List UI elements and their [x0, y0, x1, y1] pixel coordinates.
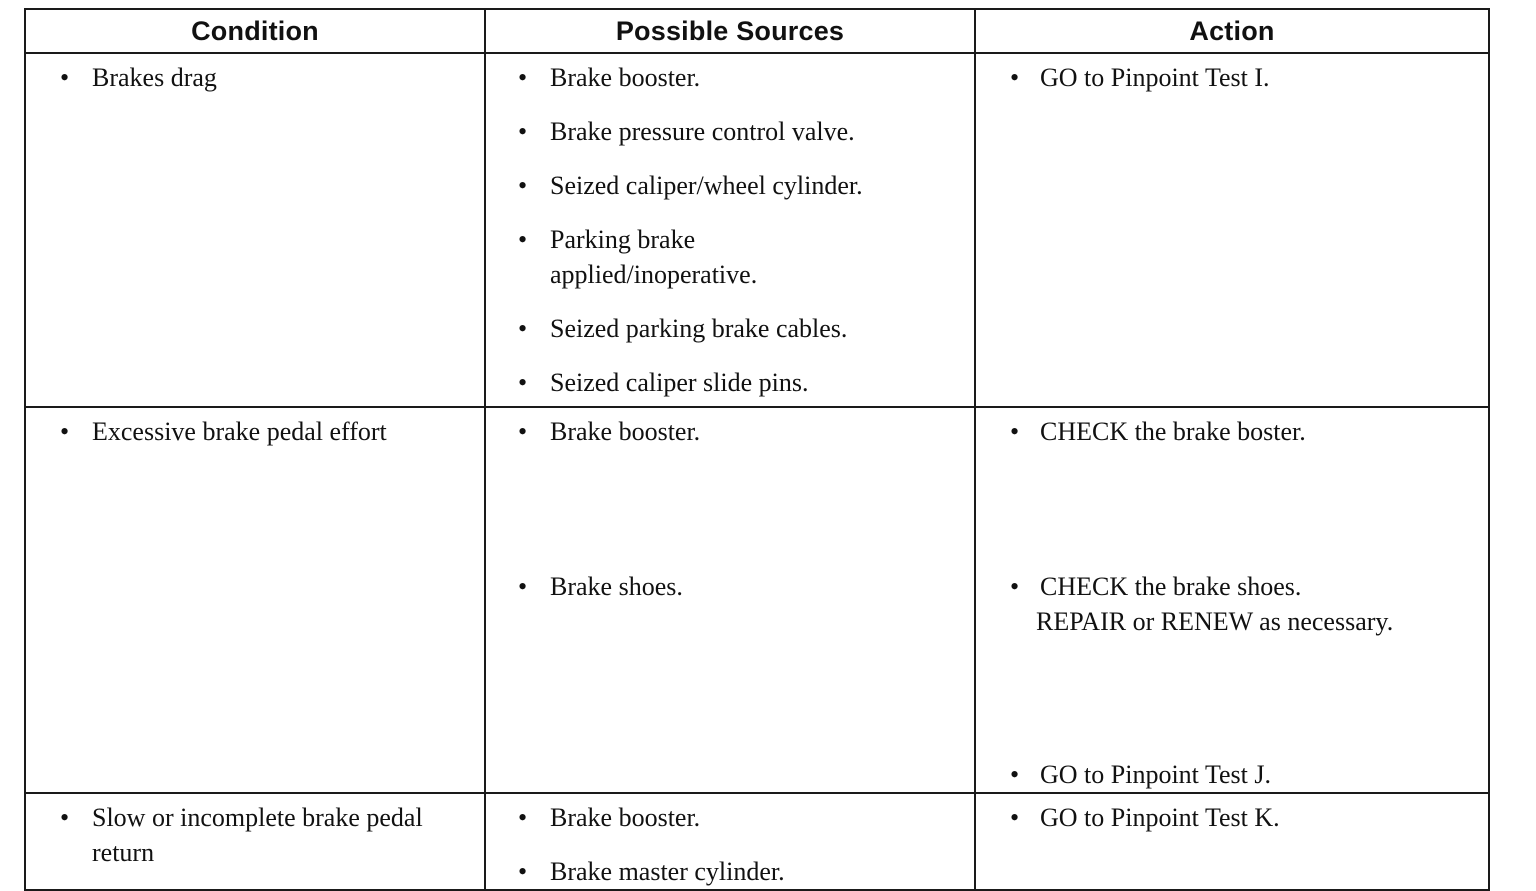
list-item: • Brake master cylinder. [486, 854, 974, 889]
list-item: • Slow or incomplete brake pedal return [26, 800, 432, 870]
condition-cell [25, 793, 485, 890]
condition-list [26, 60, 484, 95]
list-item: • GO to Pinpoint Test I. [976, 60, 1488, 95]
condition-list [26, 800, 484, 870]
diagnosis-table-container [24, 8, 1488, 886]
list-item: • Brake pressure control valve. [486, 114, 974, 149]
action-list [976, 60, 1488, 95]
sources-list [486, 60, 974, 400]
header-possible-sources: Possible Sources [485, 9, 975, 53]
table-row [25, 53, 1489, 407]
action-cell [975, 53, 1489, 407]
action-line: CHECK the brake shoes. [1040, 572, 1302, 601]
sources-cell [485, 793, 975, 890]
list-item: • Seized caliper slide pins. [486, 365, 974, 400]
sources-list [486, 414, 974, 604]
condition-cell [25, 53, 485, 407]
list-item: • Excessive brake pedal effort [26, 414, 484, 449]
list-item: • Seized caliper/wheel cylinder. [486, 168, 974, 203]
list-item: • GO to Pinpoint Test K. [976, 800, 1488, 835]
sources-cell [485, 407, 975, 793]
list-item: • CHECK the brake boster. [976, 414, 1488, 449]
condition-list [26, 414, 484, 449]
table-row [25, 407, 1489, 793]
header-condition: Condition [25, 9, 485, 53]
action-list [976, 414, 1488, 792]
list-item: • Brakes drag [26, 60, 484, 95]
action-line-continued: REPAIR or RENEW as necessary. [1036, 607, 1394, 636]
list-item: • Parking brake applied/inoperative. [486, 222, 750, 292]
condition-cell [25, 407, 485, 793]
action-cell [975, 407, 1489, 793]
list-item: • Brake booster. [486, 60, 974, 95]
header-action: Action [975, 9, 1489, 53]
table-row [25, 793, 1489, 890]
diagnosis-table [24, 8, 1490, 891]
sources-list [486, 800, 974, 889]
list-item [976, 569, 1488, 639]
action-list [976, 800, 1488, 835]
list-item: • Seized parking brake cables. [486, 311, 974, 346]
sources-cell [485, 53, 975, 407]
list-item: • Brake booster. [486, 800, 974, 835]
list-item: • Brake shoes. [486, 569, 974, 604]
list-item: • Brake booster. [486, 414, 974, 449]
header-row [25, 9, 1489, 53]
list-item: • GO to Pinpoint Test J. [976, 757, 1488, 792]
action-cell [975, 793, 1489, 890]
